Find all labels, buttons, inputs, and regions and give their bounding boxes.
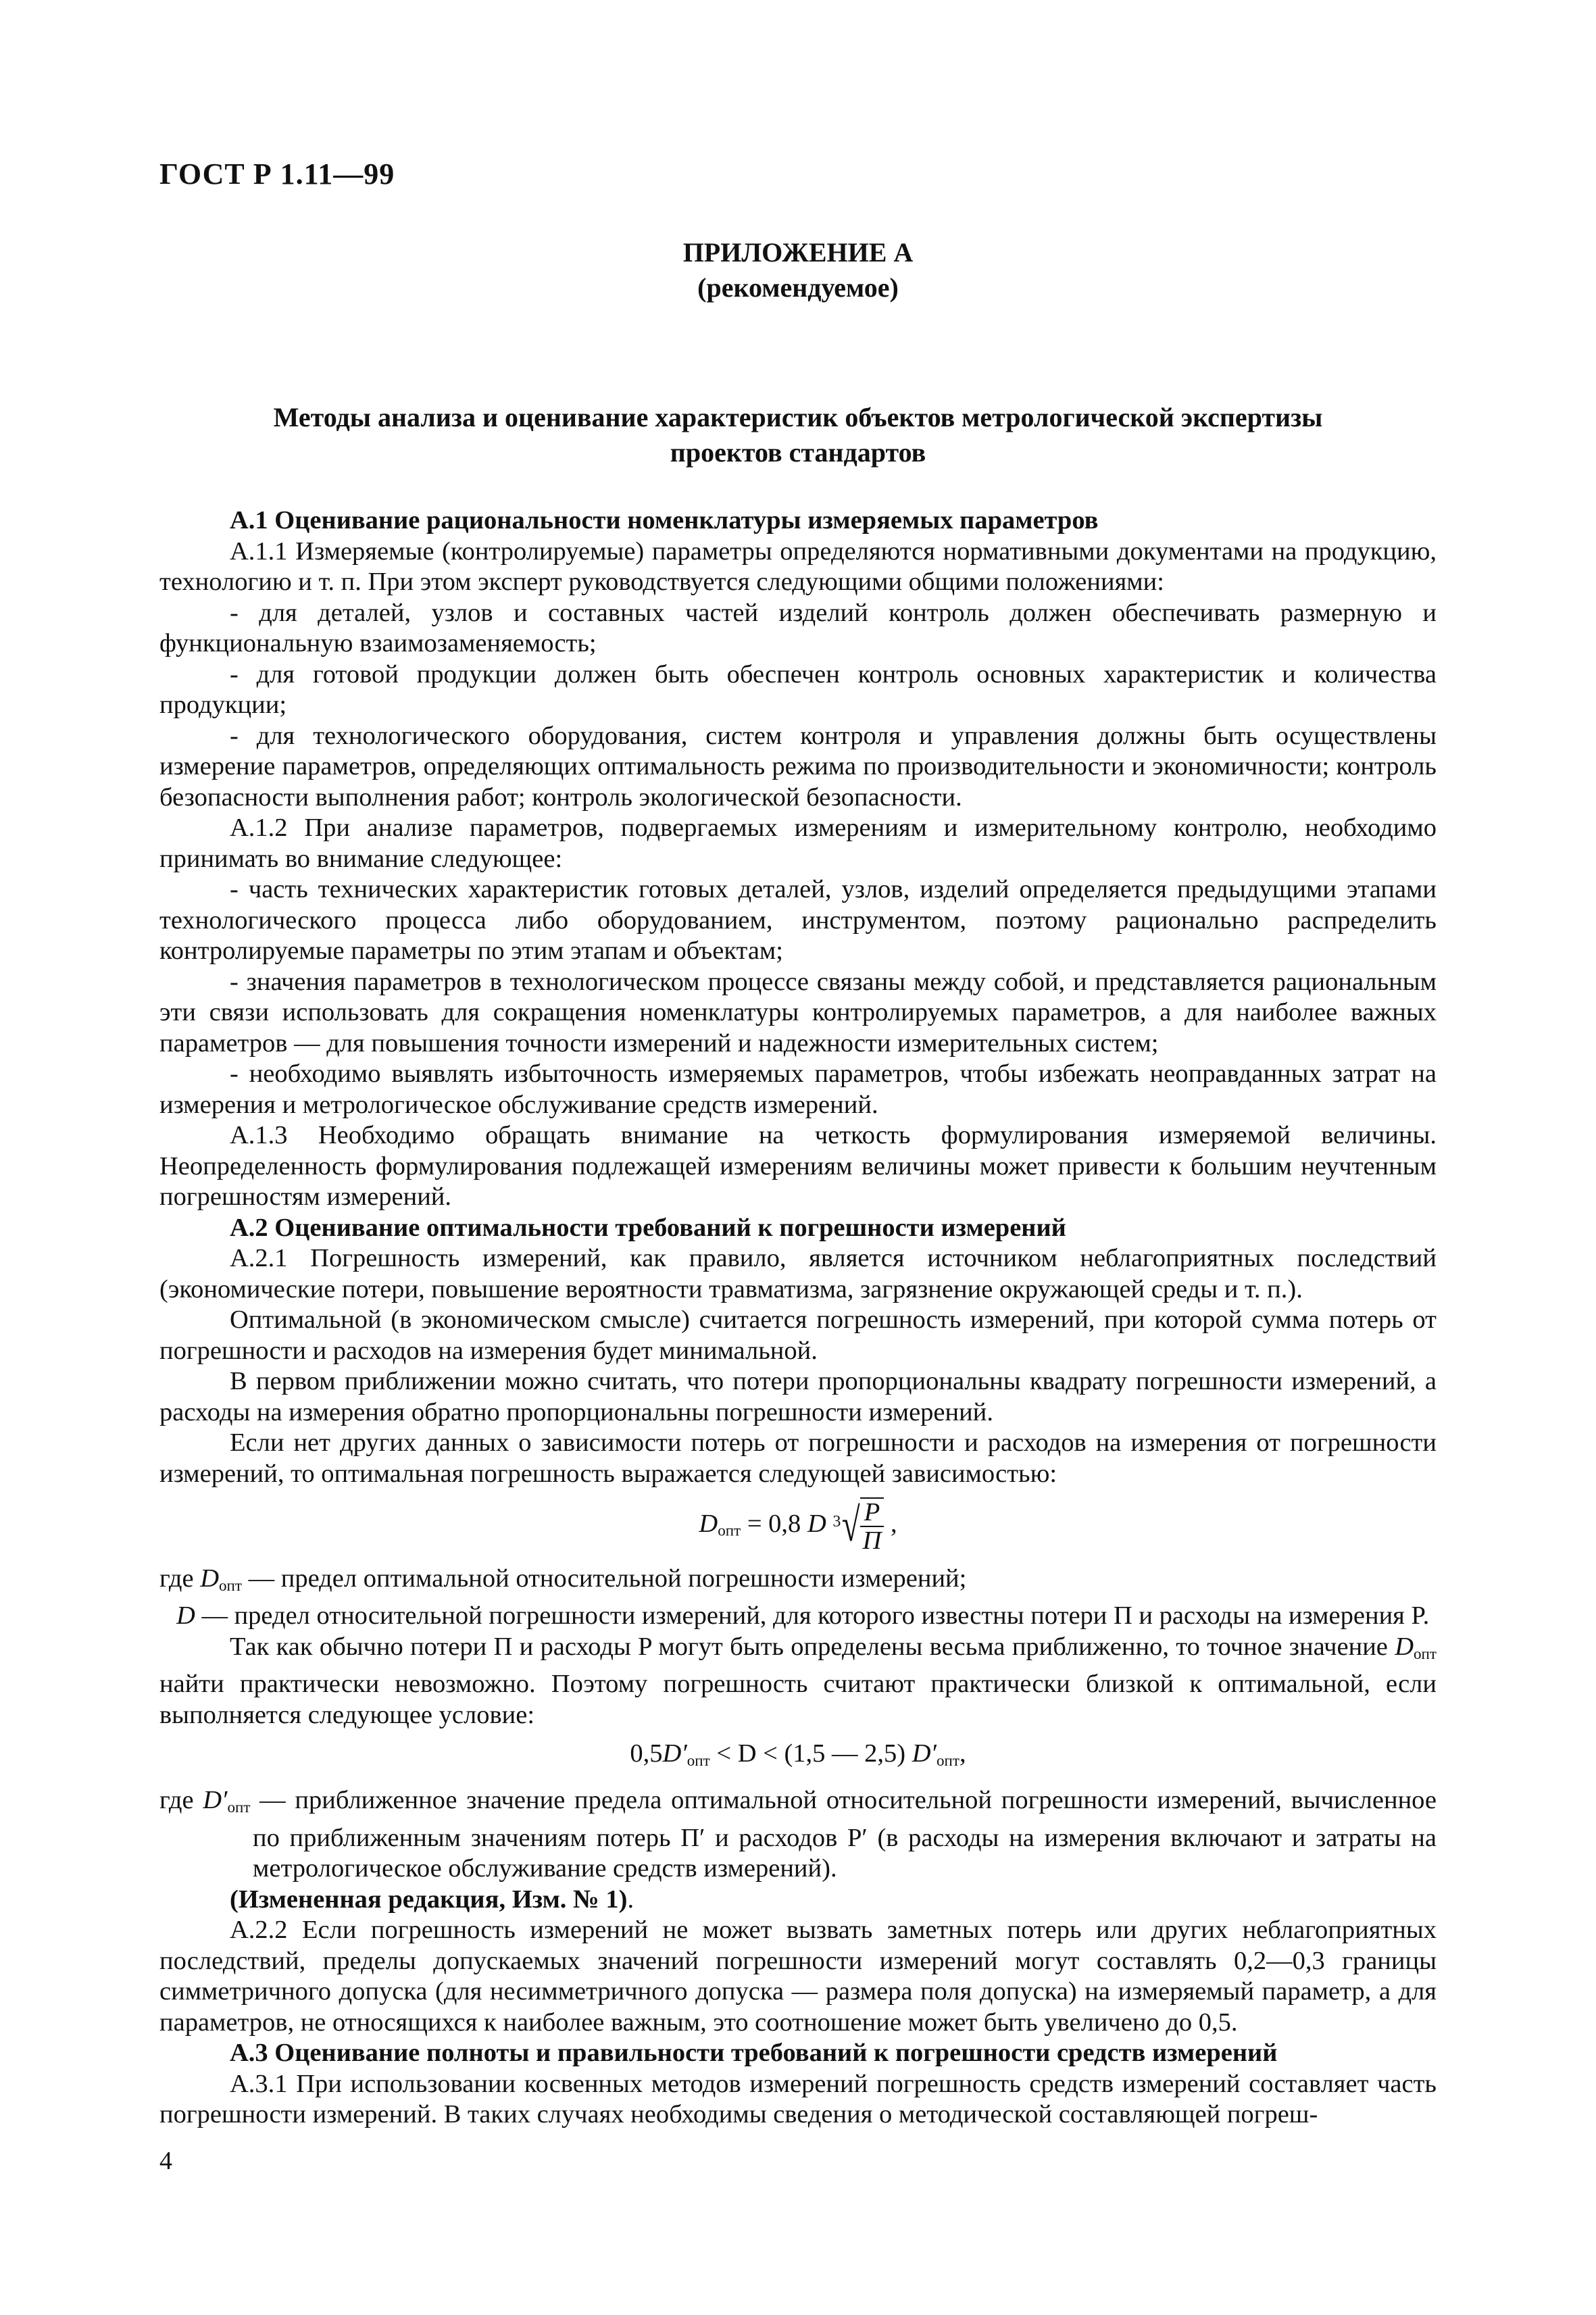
paragraph-optimal: Оптимальной (в экономическом смысле) считается погрешность измерений, при которой сумма потерь от погрешности и расходов на измерения будет минимальной. bbox=[159, 1305, 1437, 1365]
page-number: 4 bbox=[159, 2147, 172, 2175]
heading-a3: А.3 Оценивание полноты и правильности требований к погрешности средств измерений bbox=[230, 2039, 1278, 2068]
document-code: ГОСТ Р 1.11—99 bbox=[159, 157, 395, 191]
where-d-opt-prime: где $D'_{опт}$ — приближенное значение предела оптимальной относительной погрешности измерений, вычисленное по приближенным значениям потерь П′ и расходов P′ (в расходы на измерения включают и затраты на метрологическое обслуживание средств измерений). bbox=[159, 1786, 1437, 1883]
bullet-a1-2-1: - часть технических характеристик готовых деталей, узлов, изделий определяется предыдущими этапами технологического процесса либо оборудованием, инструментом, поэтому рационально распределить контролируемые параметры по этим этапам и объектам; bbox=[159, 875, 1437, 965]
paragraph-a3-1: А.3.1 При использовании косвенных методов измерений погрешность средств измерений составляет часть погрешности измерений. В таких случаях необходимы сведения о методической составляющей погреш- bbox=[159, 2069, 1437, 2129]
document-body bbox=[159, 505, 1437, 2131]
heading-a1: А.1 Оценивание рациональности номенклатуры измеряемых параметров bbox=[230, 506, 1099, 534]
where-d: D — предел относительной погрешности измерений, для которого известны потери П и расходы на измерения P. bbox=[176, 1601, 1430, 1631]
appendix-heading bbox=[159, 235, 1437, 305]
fraction: $\frac{P}{П}$ bbox=[860, 1497, 884, 1554]
formula-condition: $0,5D'_{опт} < D < (1,5$ — 2,5) $D'_{опт}$, bbox=[630, 1739, 966, 1769]
paragraph-first-approx: В первом приближении можно считать, что потери пропорциональны квадрату погрешности измерений, а расходы на измерения обратно пропорциональны погрешности измерений. bbox=[159, 1367, 1437, 1426]
paragraph-a1-1: А.1.1 Измеряемые (контролируемые) параметры определяются нормативными документами на продукцию, технологию и т. п. При этом эксперт руководствуется следующими общими положениями: bbox=[159, 537, 1437, 596]
radical-sign-icon: √ bbox=[842, 1499, 861, 1551]
formula-optimal-error: $D_{опт} = 0,8$ D 3 √ $\frac{P}{П}$ , bbox=[699, 1498, 897, 1555]
paragraph-a1-2: А.1.2 При анализе параметров, подвергаемых измерениям и измерительному контролю, необходимо принимать во внимание следующее: bbox=[159, 814, 1437, 873]
bullet-a1-2-3: - необходимо выявлять избыточность измеряемых параметров, чтобы избежать неоправданных затрат на измерения и метрологическое обслуживание средств измерений. bbox=[159, 1060, 1437, 1119]
section-title-line2: проектов стандартов bbox=[670, 437, 926, 468]
where-d-opt: где $D_{опт}$ — предел оптимальной относительной погрешности измерений; bbox=[159, 1564, 967, 1594]
paragraph-since: Так как обычно потери П и расходы P могут быть определены весьма приближенно, то точное значение $D_{опт}$ найти практически невозможно. Поэтому погрешность считают практически близкой к оптимальной, если выполняется следующее условие: bbox=[159, 1632, 1437, 1729]
bullet-a1-1-2: - для готовой продукции должен быть обеспечен контроль основных характеристик и количества продукции; bbox=[159, 659, 1437, 719]
bullet-a1-2-2: - значения параметров в технологическом процессе связаны между собой, и представляется рациональным эти связи использовать для сокращения номенклатуры контролируемых параметров, а для наиболее важных параметров — для повышения точности измерений и надежности измерительных систем; bbox=[159, 967, 1437, 1057]
paragraph-a2-1: А.2.1 Погрешность измерений, как правило, является источником неблагоприятных последствий (экономические потери, повышение вероятности травматизма, загрязнение окружающей среды и т. п.). bbox=[159, 1244, 1437, 1303]
appendix-subtitle: (рекомендуемое) bbox=[697, 272, 899, 303]
paragraph-a1-3: А.1.3 Необходимо обращать внимание на четкость формулирования измеряемой величины. Неопределенность формулирования подлежащей измерениям величины может привести к большим неучтенным погрешностям измерений. bbox=[159, 1121, 1437, 1211]
paragraph-if-no-data: Если нет других данных о зависимости потерь от погрешности и расходов на измерения от погрешности измерений, то оптимальная погрешность выражается следующей зависимостью: bbox=[159, 1428, 1437, 1488]
cube-root: 3 √ $\frac{P}{П}$ bbox=[832, 1497, 884, 1554]
amendment-note: (Измененная редакция, Изм. № 1). bbox=[230, 1885, 634, 1914]
bullet-a1-1-1: - для деталей, узлов и составных частей изделий контроль должен обеспечивать размерную и функциональную взаимозаменяемость; bbox=[159, 598, 1437, 657]
paragraph-a2-2: А.2.2 Если погрешность измерений не может вызвать заметных потерь или других неблагоприятных последствий, пределы допускаемых значений погрешности измерений могут составлять 0,2—0,3 границы симметричного допуска (для несимметричного допуска — размера поля допуска) на измеряемый параметр, а для параметров, не относящихся к наиболее важным, это соотношение может быть увеличено до 0,5. bbox=[159, 1916, 1437, 2037]
heading-a2: А.2 Оценивание оптимальности требований к погрешности измерений bbox=[230, 1213, 1066, 1242]
section-title-line1: Методы анализа и оценивание характеристик объектов метрологической экспертизы bbox=[273, 402, 1323, 432]
section-title bbox=[159, 400, 1437, 470]
bullet-a1-1-3: - для технологического оборудования, систем контроля и управления должны быть осуществлены измерение параметров, определяющих оптимальность режима по производительности и экономичности; контроль безопасности выполнения работ; контроль экологической безопасности. bbox=[159, 721, 1437, 812]
appendix-title: ПРИЛОЖЕНИЕ А bbox=[682, 237, 914, 268]
